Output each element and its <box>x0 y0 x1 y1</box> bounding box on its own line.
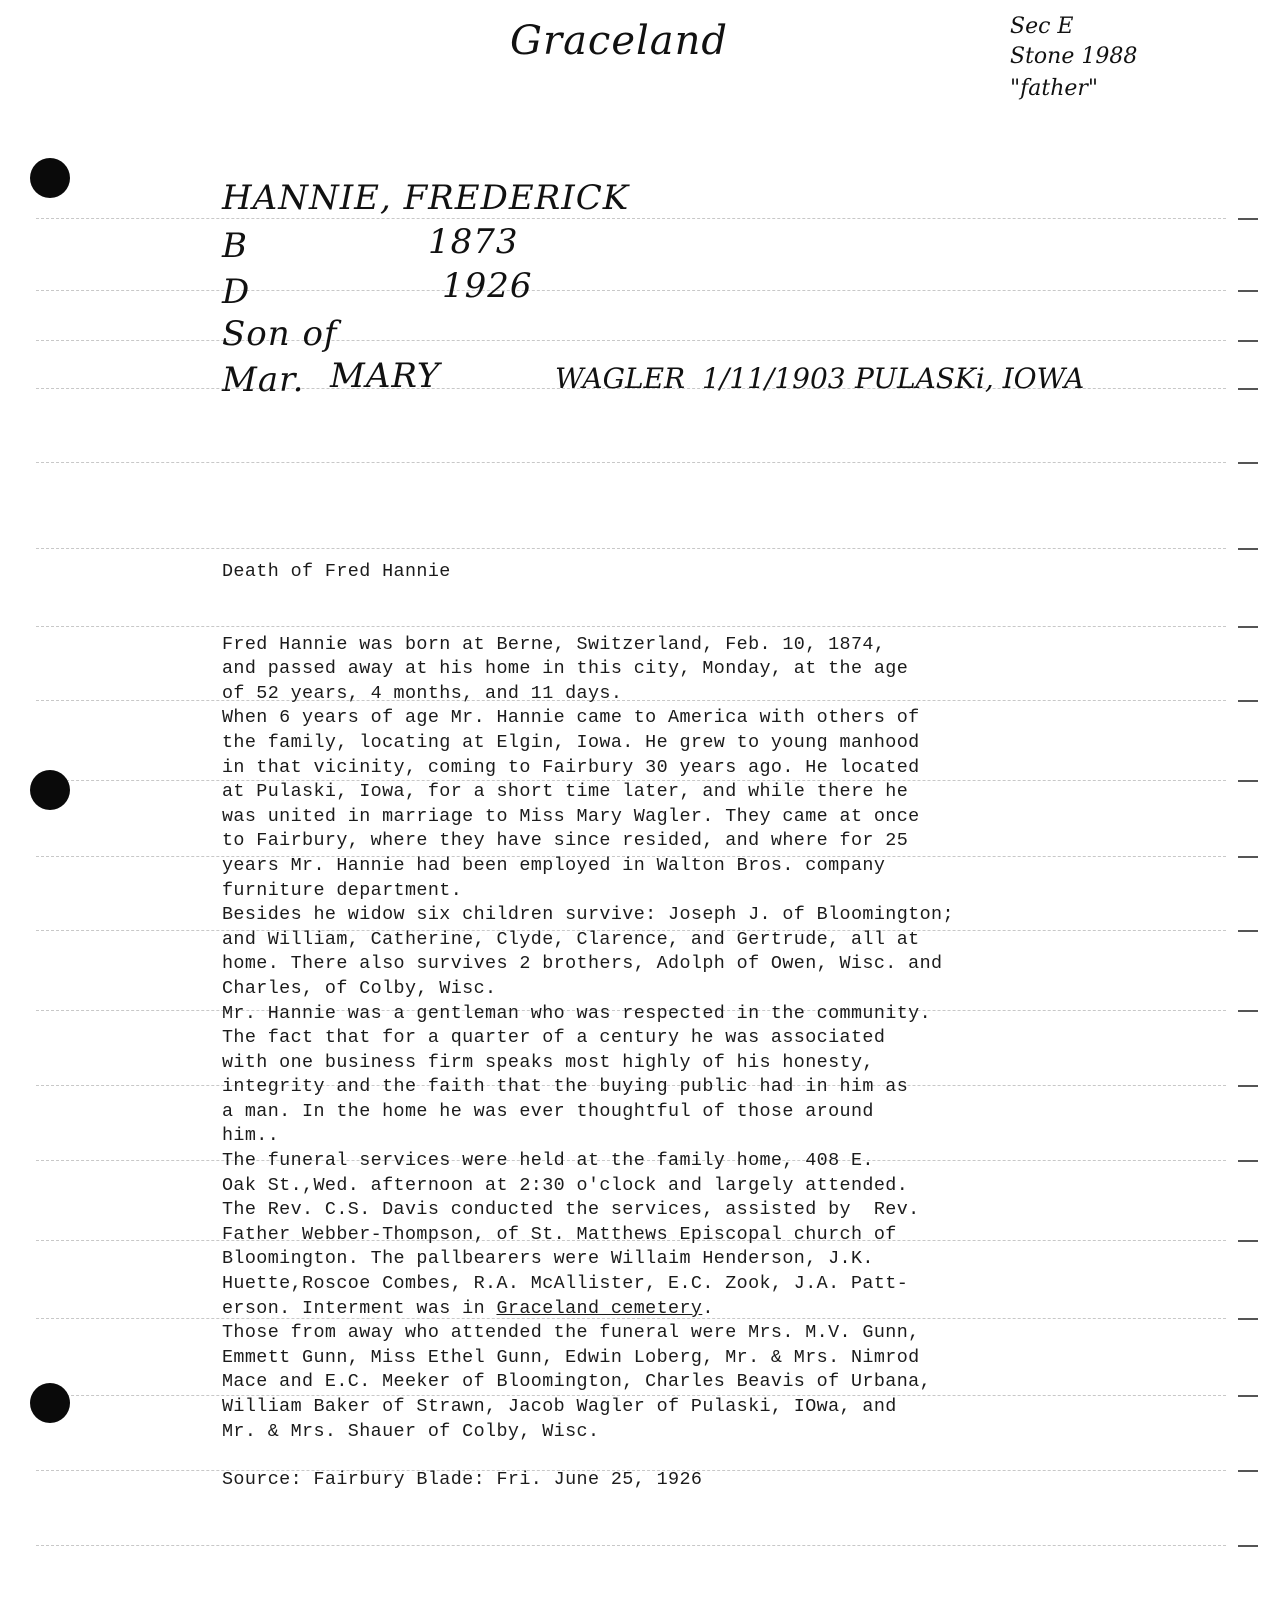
attendee-line: Emmett Gunn, Miss Ethel Gunn, Edwin Loberg, Mr. & Mrs. Nimrod <box>222 1346 920 1368</box>
parent-label: Son of <box>222 314 338 354</box>
corner-note-section: Sec E <box>1010 14 1074 39</box>
form-rule-line <box>36 290 1226 291</box>
source-citation: Source: Fairbury Blade: Fri. June 25, 1926 <box>222 1469 703 1491</box>
spouse-last-name: WAGLER <box>555 362 686 395</box>
form-rule-line <box>36 548 1226 549</box>
margin-tick <box>1238 1160 1258 1162</box>
obituary-line: The fact that for a quarter of a century he was associated <box>222 1027 886 1049</box>
attendee-line: Those from away who attended the funeral were Mrs. M.V. Gunn, <box>222 1322 920 1344</box>
form-rule-line <box>36 340 1226 341</box>
obituary-line: of 52 years, 4 months, and 11 days. <box>222 682 623 704</box>
interment-line <box>222 1297 1022 1322</box>
attendee-line: Mr. & Mrs. Shauer of Colby, Wisc. <box>222 1420 600 1442</box>
punch-hole-middle <box>30 770 70 810</box>
obituary-line: The funeral services were held at the family home, 408 E. <box>222 1150 874 1172</box>
obituary-heading: Death of Fred Hannie <box>222 561 451 582</box>
margin-tick <box>1238 626 1258 628</box>
obituary-line: furniture department. <box>222 879 463 901</box>
obituary-line: Oak St.,Wed. afternoon at 2:30 o'clock and largely attended. <box>222 1174 909 1196</box>
marriage-date: 1/11/1903 <box>702 362 846 395</box>
margin-tick <box>1238 1010 1258 1012</box>
attendees-paragraph <box>222 1321 1022 1444</box>
birth-year: 1873 <box>428 222 519 262</box>
corner-note-stone: Stone 1988 <box>1010 44 1138 69</box>
margin-tick <box>1238 930 1258 932</box>
margin-tick <box>1238 780 1258 782</box>
margin-tick <box>1238 340 1258 342</box>
handwritten-name: HANNIE, FREDERICK <box>222 178 630 218</box>
obituary-line: Father Webber-Thompson, of St. Matthews Episcopal church of <box>222 1223 897 1245</box>
margin-tick <box>1238 1318 1258 1320</box>
punch-hole-bottom <box>30 1383 70 1423</box>
obituary-line: Mr. Hannie was a gentleman who was respected in the community. <box>222 1002 932 1024</box>
heading-gap <box>222 609 1022 633</box>
attendee-line: Mace and E.C. Meeker of Bloomington, Charles Beavis of Urbana, <box>222 1371 932 1393</box>
margin-tick <box>1238 1395 1258 1397</box>
obituary-line: and passed away at his home in this city, Monday, at the age <box>222 658 909 680</box>
spouse-first-name: MARY <box>330 356 441 396</box>
obituary-line: Charles, of Colby, Wisc. <box>222 977 497 999</box>
obituary-line: Besides he widow six children survive: Joseph J. of Bloomington; <box>222 904 954 926</box>
obituary-line: home. There also survives 2 brothers, Adolph of Owen, Wisc. and <box>222 953 943 975</box>
obituary-line: him.. <box>222 1125 280 1147</box>
margin-tick <box>1238 1085 1258 1087</box>
obituary-line: a man. In the home he was ever thoughtful of those around <box>222 1100 874 1122</box>
source-gap <box>222 1444 1022 1468</box>
obituary-line: Bloomington. The pallbearers were Willaim Henderson, J.K. <box>222 1248 874 1270</box>
obituary-line: the family, locating at Elgin, Iowa. He grew to young manhood <box>222 731 920 753</box>
obituary-line: The Rev. C.S. Davis conducted the services, assisted by Rev. <box>222 1199 920 1221</box>
attendee-line: William Baker of Strawn, Jacob Wagler of Pulaski, IOwa, and <box>222 1396 897 1417</box>
obituary-line: was united in marriage to Miss Mary Wagler. They came at once <box>222 805 920 827</box>
margin-tick <box>1238 1470 1258 1472</box>
handwritten-title: Graceland <box>510 18 729 64</box>
margin-tick <box>1238 218 1258 220</box>
obituary-line: with one business firm speaks most highly of his honesty, <box>222 1051 874 1073</box>
interment-place: Graceland cemetery <box>496 1297 703 1319</box>
obituary-body <box>222 633 1022 1297</box>
obituary-text <box>222 560 1022 1493</box>
obituary-line: in that vicinity, coming to Fairbury 30 years ago. He located <box>222 756 920 778</box>
margin-tick <box>1238 548 1258 550</box>
death-label: D <box>222 272 251 312</box>
obituary-line: Huette,Roscoe Combes, R.A. McAllister, E.C. Zook, J.A. Patt- <box>222 1273 909 1295</box>
marriage-label: Mar. <box>222 360 305 400</box>
obituary-line: Fred Hannie was born at Berne, Switzerland, Feb. 10, 1874, <box>222 633 886 655</box>
form-rule-line <box>36 218 1226 219</box>
obituary-line: When 6 years of age Mr. Hannie came to America with others of <box>222 707 920 729</box>
obituary-line: and William, Catherine, Clyde, Clarence, and Gertrude, all at <box>222 928 920 950</box>
birth-label: B <box>222 226 248 266</box>
death-year: 1926 <box>442 266 533 306</box>
interment-suffix: . <box>702 1297 714 1319</box>
margin-tick <box>1238 290 1258 292</box>
obituary-line: integrity and the faith that the buying public had in him as <box>222 1076 909 1098</box>
margin-tick <box>1238 700 1258 702</box>
form-rule-line <box>36 462 1226 463</box>
margin-tick <box>1238 388 1258 390</box>
margin-tick <box>1238 462 1258 464</box>
obituary-line: at Pulaski, Iowa, for a short time later, and while there he <box>222 781 909 803</box>
corner-note-inscription: "father" <box>1010 76 1099 101</box>
margin-tick <box>1238 1240 1258 1242</box>
interment-prefix: erson. Interment was in <box>222 1297 497 1319</box>
obituary-line: to Fairbury, where they have since resided, and where for 25 <box>222 830 909 852</box>
punch-hole-top <box>30 158 70 198</box>
marriage-place: PULASKi, IOWA <box>855 362 1085 395</box>
form-rule-line <box>36 1545 1226 1546</box>
margin-tick <box>1238 856 1258 858</box>
margin-tick <box>1238 1545 1258 1547</box>
obituary-line: years Mr. Hannie had been employed in Walton Bros. company <box>222 854 886 876</box>
